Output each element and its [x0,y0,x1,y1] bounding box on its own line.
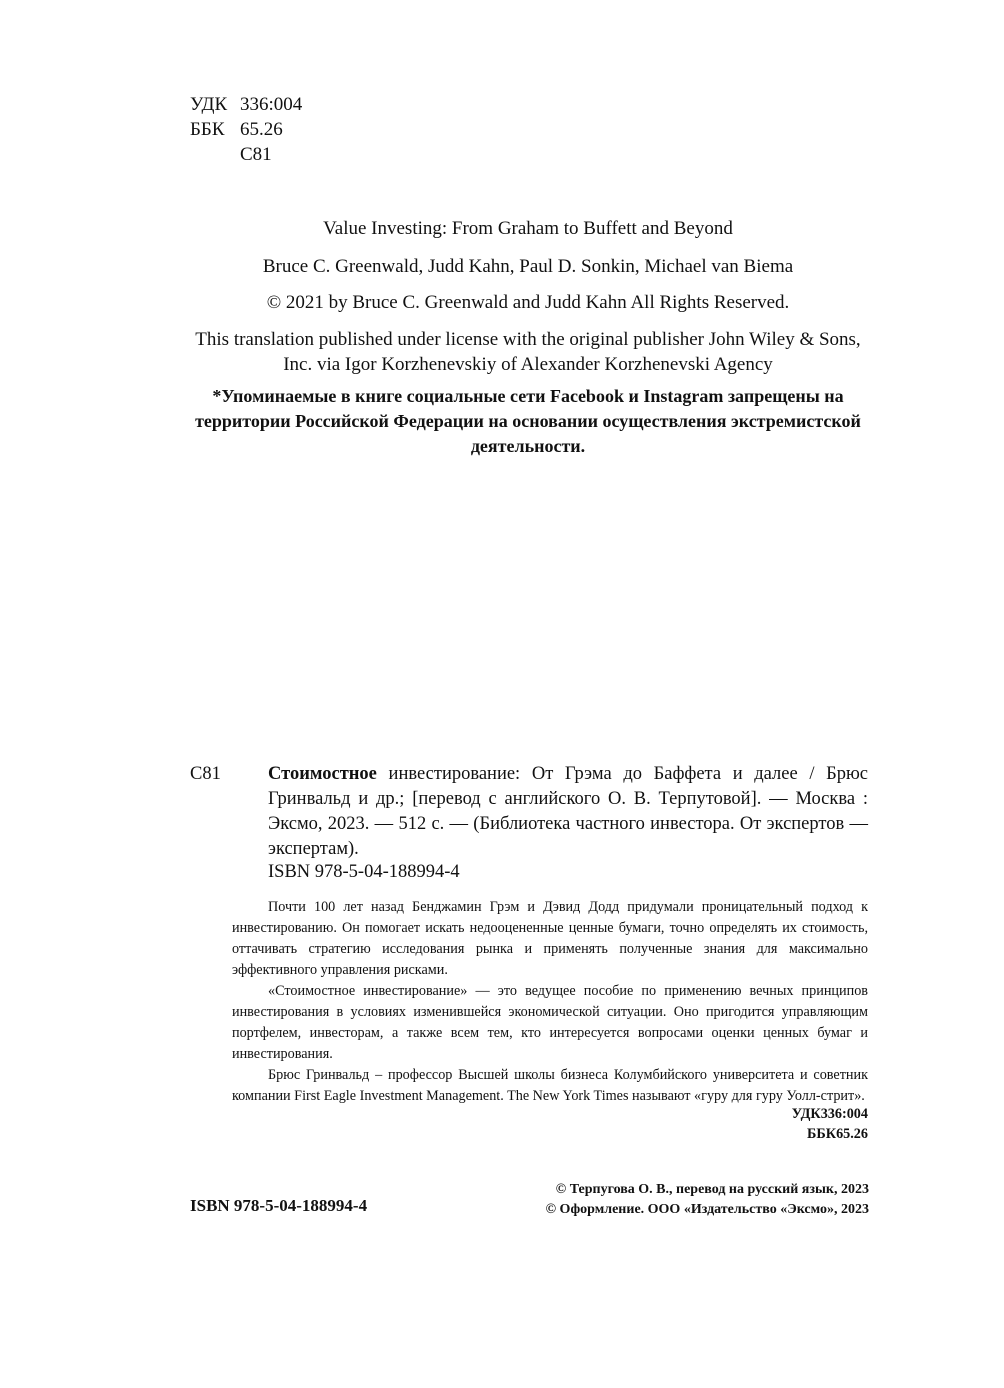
bibliographic-description [268,762,868,862]
translation-copyright: © Терпугова О. В., перевод на русский язык, 2023 [555,1182,869,1197]
abstract-paragraph: «Стоимостное инвестирование» — это ведущее пособие по применению вечных принципов инвестирования в условиях изменившейся экономической ситуации. Оно пригодится управляющим портфелем, инвесторам, а также всем тем, кто интересуется вопросами оценки ценных бумаг и инвестирования. [232,983,868,1062]
original-title: Value Investing: From Graham to Buffett and Beyond [323,218,733,239]
design-copyright: © Оформление. ООО «Издательство «Эксмо», 2023 [545,1202,869,1217]
isbn-main: ISBN 978-5-04-188994-4 [268,862,460,882]
abstract-paragraph: Почти 100 лет назад Бенджамин Грэм и Дэвид Додд придумали проницательный подход к инвестированию. Он помогает искать недооцененные ценные бумаги, точно определять их стоимость, оттачивать стратегию исследования рынка и применять полученные знания для максимально эффективного управления рисками. [232,899,868,978]
bbk-label: ББК [190,119,225,140]
bottom-bbk: ББК65.26 [807,1126,868,1142]
bibliographic-title: Стоимостное [268,764,377,784]
author-mark-row [190,142,302,167]
classification-block [190,92,302,167]
abstract-paragraph: Брюс Гринвальд – профессор Высшей школы бизнеса Колумбийского университета и советник компании First Eagle Investment Management. The New York Times называют «гуру для гуру Уолл-стрит». [232,1067,868,1104]
social-networks-notice: *Упоминаемые в книге социальные сети Facebook и Instagram запрещены на территории Российской Федерации на основании осуществления экстремистской деятельности. [195,386,861,456]
author-mark: С81 [240,144,272,165]
original-authors: Bruce C. Greenwald, Judd Kahn, Paul D. Sonkin, Michael van Biema [262,256,794,277]
bottom-udk: УДК336:004 [791,1106,868,1122]
udk-label: УДК [190,94,228,115]
bottom-classification [788,1104,868,1144]
copyright-lines [545,1180,869,1220]
udk-row [190,92,302,117]
bibliographic-details: инвестирование: От Грэма до Баффета и далее / Брюс Гринвальд и др.; [перевод с английского О. В. Терпутовой]. — Москва : Эксмо, 2023. — 512 с. — (Библиотека частного инвестора. От экспертов — экспертам). [268,764,869,859]
isbn-bottom: ISBN 978-5-04-188994-4 [190,1196,368,1215]
license-statement: This translation published under license with the original publisher John Wiley & Sons, Inc. via Igor Korzhenevskiy of Alexander Korzhenevski Agency [195,329,861,375]
udk-value: 336:004 [240,94,303,115]
bbk-row [190,117,302,142]
abstract [232,897,868,1107]
bibliographic-record [190,762,868,862]
original-copyright: © 2021 by Bruce C. Greenwald and Judd Kahn All Rights Reserved. [266,292,790,313]
bbk-value: 65.26 [240,119,283,140]
bibliographic-code: С81 [190,764,221,784]
